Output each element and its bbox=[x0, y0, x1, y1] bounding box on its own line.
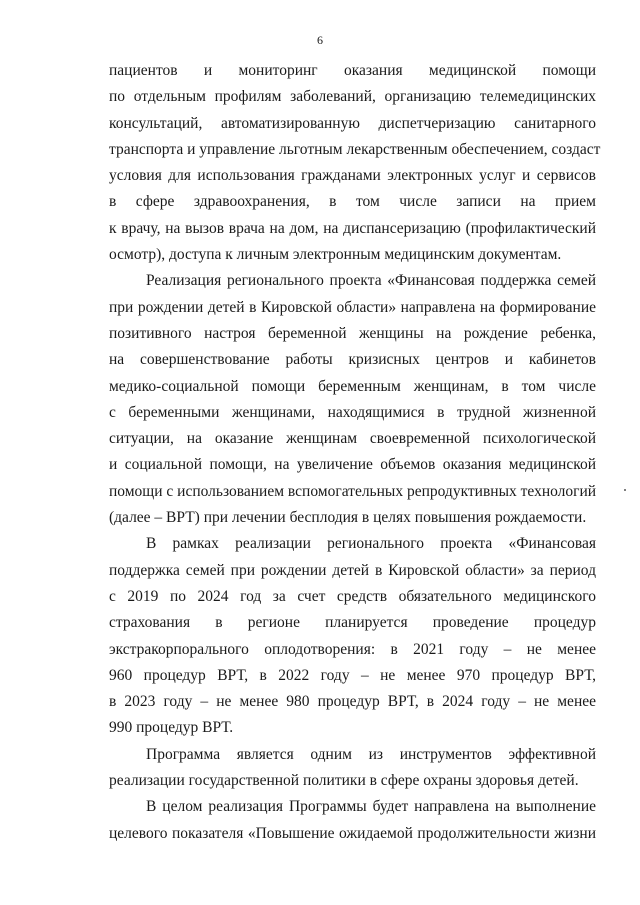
text-line: на совершенствование работы кризисных центров и кабинетов bbox=[109, 351, 596, 369]
text-line: по отдельным профилям заболеваний, организацию телемедицинских bbox=[109, 88, 596, 106]
text-line: 990 процедур ВРТ. bbox=[109, 719, 234, 737]
text-line: целевого показателя «Повышение ожидаемой продолжительности жизни bbox=[109, 824, 596, 842]
paragraph-4 bbox=[109, 742, 596, 795]
page-number: 6 bbox=[317, 33, 323, 47]
text-line: помощи с использованием вспомогательных репродуктивных технологий bbox=[109, 482, 597, 500]
scan-artifact bbox=[624, 489, 626, 491]
text-line: (далее – ВРТ) при лечении бесплодия в целях повышения рождаемости. bbox=[109, 509, 587, 527]
text-line: 960 процедур ВРТ, в 2022 году – не менее 970 процедур ВРТ, bbox=[109, 666, 596, 684]
text-line: Реализация регионального проекта «Финансовая поддержка семей bbox=[146, 272, 596, 290]
text-line: поддержка семей при рождении детей в Кировской области» за период bbox=[109, 561, 596, 579]
text-line: Программа является одним из инструментов эффективной bbox=[146, 745, 596, 763]
paragraph-1 bbox=[109, 58, 601, 268]
paragraph-3 bbox=[109, 531, 596, 741]
text-line: медико-социальной помощи беременным женщинам, в том числе bbox=[109, 377, 596, 395]
text-line: реализации государственной политики в сфере охраны здоровья детей. bbox=[109, 772, 579, 790]
document-body bbox=[109, 58, 601, 847]
text-line: с 2019 по 2024 год за счет средств обязательного медицинского bbox=[109, 587, 596, 605]
text-line: страхования в регионе планируется проведение процедур bbox=[109, 614, 596, 632]
text-line: В рамках реализации регионального проекта «Финансовая bbox=[146, 535, 596, 553]
text-line: с беременными женщинами, находящимися в трудной жизненной bbox=[109, 403, 596, 421]
text-line: транспорта и управление льготным лекарственным обеспечением, создаст bbox=[109, 140, 601, 158]
text-line: при рождении детей в Кировской области» направлена на формирование bbox=[109, 298, 596, 316]
text-line: позитивного настроя беременной женщины на рождение ребенка, bbox=[109, 324, 596, 342]
paragraph-5 bbox=[109, 794, 596, 847]
text-line: пациентов и мониторинг оказания медицинской помощи bbox=[109, 62, 596, 79]
text-line: в 2023 году – не менее 980 процедур ВРТ, в 2024 году – не менее bbox=[109, 693, 596, 711]
text-line: и социальной помощи, на увеличение объемов оказания медицинской bbox=[109, 456, 596, 474]
text-line: ситуации, на оказание женщинам своевременной психологической bbox=[109, 430, 596, 448]
text-line: осмотр), доступа к личным электронным медицинским документам. bbox=[109, 246, 562, 264]
text-line: экстракорпорального оплодотворения: в 2021 году – не менее bbox=[109, 640, 596, 658]
text-line: В целом реализация Программы будет направлена на выполнение bbox=[146, 798, 596, 816]
text-line: в сфере здравоохранения, в том числе записи на прием bbox=[109, 193, 596, 211]
text-line: к врачу, на вызов врача на дом, на диспансеризацию (профилактический bbox=[109, 219, 596, 237]
text-line: условия для использования гражданами электронных услуг и сервисов bbox=[109, 167, 596, 185]
text-line: консультаций, автоматизированную диспетчеризацию санитарного bbox=[109, 114, 596, 132]
paragraph-2 bbox=[109, 268, 596, 531]
